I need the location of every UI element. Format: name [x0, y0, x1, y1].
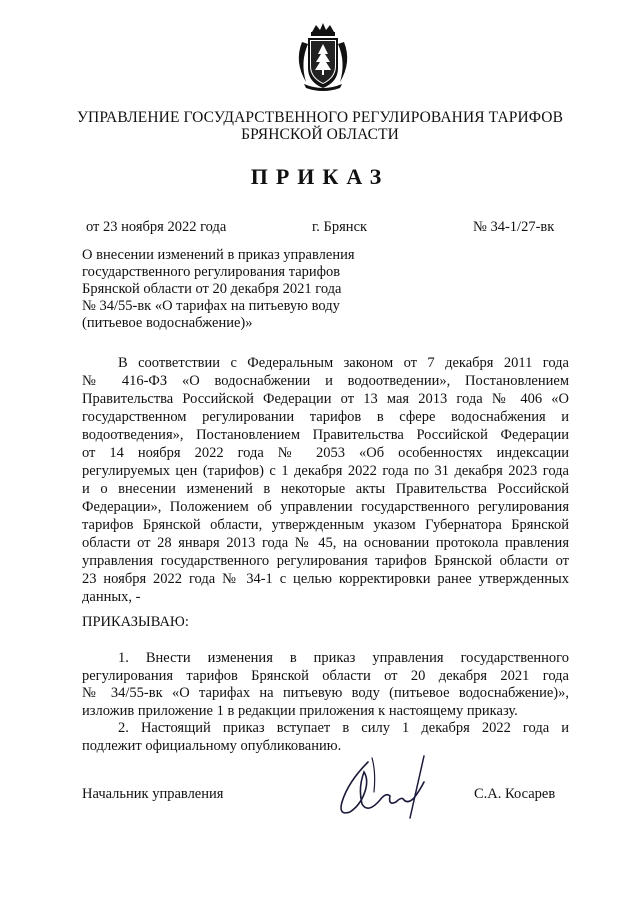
handwritten-signature — [328, 752, 438, 824]
subject-line: № 34/55-вк «О тарифах на питьевую воду — [82, 298, 340, 315]
preamble-line: водоотведения», Постановлением Правительства Российской Федерации — [82, 427, 569, 443]
preamble-line: В соответствии с Федеральным законом от 7 декабря 2011 года — [118, 355, 569, 371]
order-item-line: 2. Настоящий приказ вступает в силу 1 декабря 2022 года и — [118, 720, 569, 737]
preamble-line: Правительства Российской Федерации от 13 мая 2013 года № 406 «О — [82, 391, 569, 407]
preamble-line: государственном регулировании тарифов в сфере водоснабжения и — [82, 409, 569, 425]
signatory-position: Начальник управления — [82, 786, 224, 802]
preamble-line: управления государственного регулирования тарифов Брянской области от — [82, 553, 569, 569]
preamble-line: регулируемых цен (тарифов) с 1 декабря 2022 года по 31 декабря 2023 года — [82, 463, 569, 479]
preamble-line: тарифов Брянской области, утвержденным указом Губернатора Брянской — [82, 517, 569, 533]
preamble-line: 23 ноября 2022 года № 34-1 с целью корректировки ранее утвержденных — [82, 571, 569, 587]
document-title: ПРИКАЗ — [250, 164, 390, 189]
organization-name-line2: БРЯНСКОЙ ОБЛАСТИ — [241, 126, 399, 143]
document-date: от 23 ноября 2022 года — [86, 219, 227, 235]
preamble-line: области от 28 января 2013 года № 45, на основании протокола правления — [82, 535, 569, 551]
order-item-line: № 34/55-вк «О тарифах на питьевую воду (питьевое водоснабжение)», — [82, 685, 569, 702]
preamble-line: № 416-ФЗ «О водоснабжении и водоотведении», Постановлением — [82, 373, 569, 389]
order-item-line: подлежит официальному опубликованию. — [82, 737, 342, 754]
bryansk-coat-of-arms-icon — [290, 22, 356, 92]
document-number: № 34-1/27-вк — [473, 219, 555, 235]
organization-name-line1: УПРАВЛЕНИЕ ГОСУДАРСТВЕННОГО РЕГУЛИРОВАНИЯ ТАРИФОВ — [76, 109, 564, 126]
preamble-line: и о внесении изменений в некоторые акты Правительства Российской — [82, 481, 569, 497]
order-items — [82, 650, 569, 756]
document-city: г. Брянск — [312, 219, 368, 235]
order-keyword: ПРИКАЗЫВАЮ: — [82, 614, 189, 630]
order-item-line: 1. Внести изменения в приказ управления государственного — [118, 650, 569, 666]
preamble-paragraph — [82, 354, 569, 606]
preamble-line: данных, - — [82, 589, 141, 605]
order-item-line: регулирования тарифов Брянской области от 20 декабря 2021 года — [82, 667, 569, 684]
subject-line: государственного регулирования тарифов — [82, 264, 341, 281]
subject-line: Брянской области от 20 декабря 2021 года — [82, 281, 342, 298]
preamble-line: Федерации», Положением об управлении государственного регулирования — [82, 499, 569, 515]
order-item-line: изложив приложение 1 в редакции приложения к настоящему приказу. — [82, 702, 518, 719]
preamble-line: от 14 ноября 2022 года № 2053 «Об особенностях индексации — [82, 445, 569, 461]
subject-line: О внесении изменений в приказ управления — [82, 247, 355, 263]
document-subject — [82, 247, 382, 332]
subject-line: (питьевое водоснабжение)» — [82, 315, 253, 332]
signatory-name: С.А. Косарев — [474, 786, 556, 802]
